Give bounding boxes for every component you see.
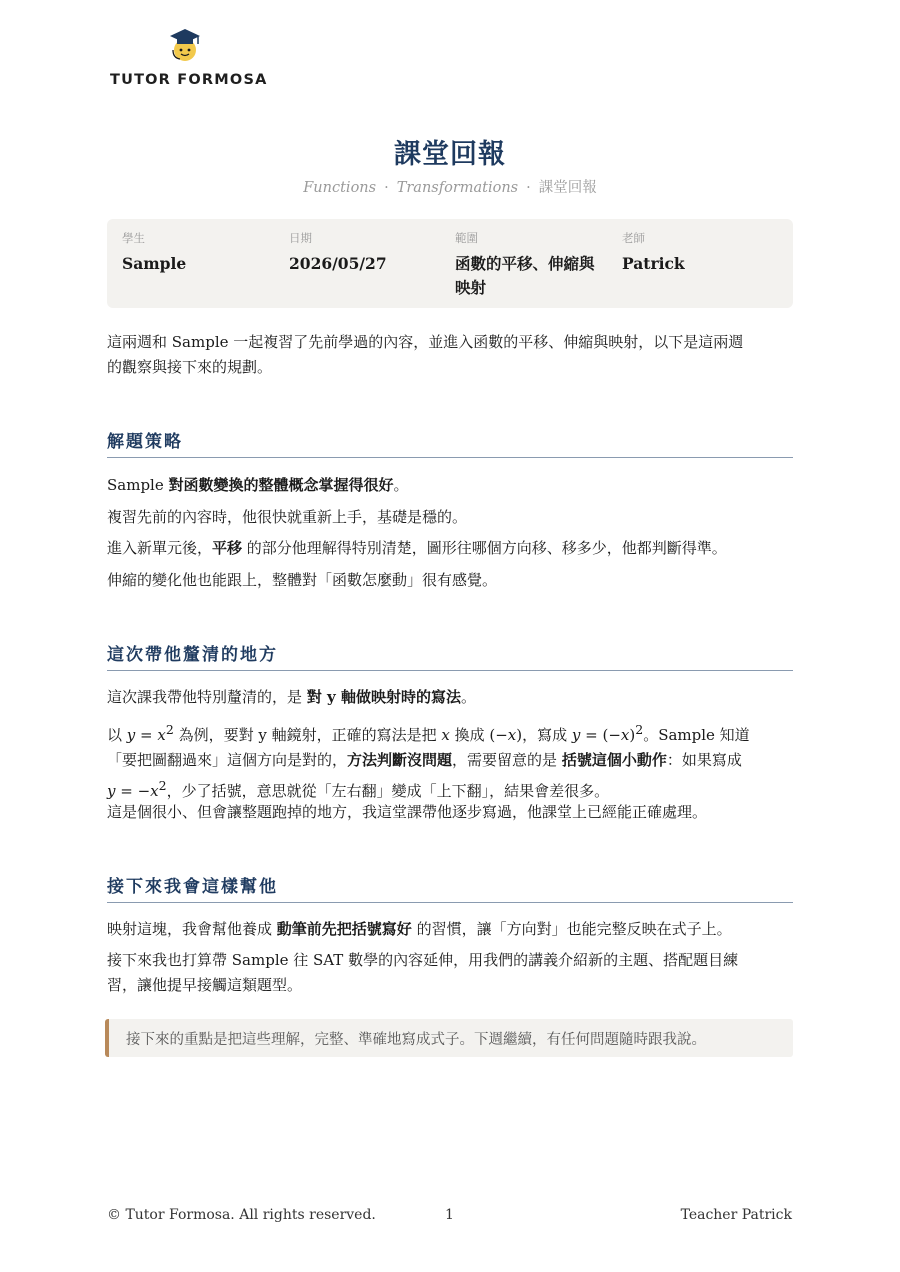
math-var: x	[150, 782, 159, 800]
paragraph	[107, 536, 797, 561]
scope-line: 映射	[455, 278, 487, 297]
info-value: Patrick	[622, 254, 685, 273]
info-label: 老師	[622, 231, 645, 245]
section-heading-strategy: 解題策略	[107, 427, 793, 458]
text: 進入新單元後，	[107, 539, 213, 557]
page-subtitle	[0, 176, 900, 197]
subtitle-separator: ·	[526, 180, 531, 196]
text: Sample	[107, 476, 169, 494]
section-heading-next-steps: 接下來我會這樣幫他	[107, 872, 793, 903]
paragraph: 伸縮的變化他也能跟上，整體對「函數怎麼動」很有感覺。	[107, 571, 498, 589]
closing-note: 接下來的重點是把這些理解，完整、準確地寫成式子。下週繼續，有任何問題隨時跟我說。	[105, 1019, 793, 1057]
text: 這次課我帶他特別釐清的，是	[107, 688, 307, 706]
info-student	[122, 230, 282, 276]
text: 的部分他理解得特別清楚，圖形往哪個方向移、移多少，他都判斷得準。	[242, 539, 727, 557]
text: 。	[393, 476, 409, 494]
math-var: y	[571, 726, 581, 744]
text-line: 這兩週和 Sample 一起複習了先前學過的內容，並進入函數的平移、伸縮與映射，以下是這兩週	[107, 333, 744, 351]
section-heading-clarified: 這次帶他釐清的地方	[107, 640, 793, 671]
paragraph	[107, 917, 797, 942]
text: 。Sample 知道	[643, 726, 750, 744]
math-exp: 2	[165, 722, 174, 737]
math-var: y	[107, 782, 116, 800]
intro-paragraph	[107, 330, 797, 380]
emphasis: 動筆前先把括號寫好	[276, 920, 412, 938]
subtitle-doc-type: 課堂回報	[538, 180, 597, 196]
math-var: x	[157, 726, 166, 744]
subtitle-topic: Functions	[303, 180, 377, 196]
info-value: 2026/05/27	[289, 254, 387, 273]
text: ：如果寫成	[666, 751, 742, 769]
math-var: x	[507, 726, 517, 744]
subtitle-separator: ·	[384, 180, 389, 196]
info-date	[289, 230, 449, 276]
math-var: y	[126, 726, 136, 744]
math-op: =	[135, 726, 158, 744]
text: 換成 (−	[449, 726, 508, 744]
paragraph	[107, 473, 797, 498]
paragraph	[107, 685, 797, 710]
text-line: 接下來我也打算帶 Sample 往 SAT 數學的內容延伸，用我們的講義介紹新的主題、搭配題目練	[107, 951, 739, 969]
graduation-cap-mascot-icon	[160, 24, 210, 64]
text-line: 習，讓他提早接觸這類題型。	[107, 976, 303, 994]
text: 的習慣，讓「方向對」也能完整反映在式子上。	[411, 920, 732, 938]
text: )，寫成	[516, 726, 572, 744]
text-line: 的觀察與接下來的規劃。	[107, 358, 273, 376]
math-exp: 2	[158, 778, 167, 793]
emphasis: 括號這個小動作	[561, 751, 667, 769]
emphasis: 平移	[212, 539, 243, 557]
info-scope	[455, 230, 615, 300]
info-teacher	[622, 230, 782, 276]
info-label: 學生	[122, 231, 145, 245]
text: ，需要留意的是	[452, 751, 562, 769]
paragraph: 這是個很小、但會讓整題跑掉的地方，我這堂課帶他逐步寫過，他課堂上已經能正確處理。	[107, 803, 708, 821]
math-var: x	[620, 726, 630, 744]
logo	[108, 24, 268, 94]
text: 映射這塊，我會幫他養成	[107, 920, 277, 938]
text: 以	[107, 726, 127, 744]
emphasis: 方法判斷沒問題	[347, 751, 453, 769]
text: 為例，要對 y 軸鏡射，正確的寫法是把	[173, 726, 442, 744]
paragraph	[107, 948, 797, 998]
footer-copyright: © Tutor Formosa. All rights reserved.	[107, 1207, 376, 1223]
math-op: = (−	[580, 726, 621, 744]
text: ，少了括號，意思就從「左右翻」變成「上下翻」，結果會差很多。	[166, 782, 610, 800]
logo-text: TUTOR FORMOSA	[110, 72, 268, 88]
emphasis: 對函數變換的整體概念掌握得很好	[168, 476, 394, 494]
math-exp: 2	[635, 722, 644, 737]
scope-line: 函數的平移、伸縮與	[455, 254, 595, 273]
info-value: Sample	[122, 254, 187, 273]
text: 「要把圖翻過來」這個方向是對的，	[107, 751, 348, 769]
subtitle-subtopic: Transformations	[396, 180, 519, 196]
paragraph-reflection	[107, 717, 797, 804]
page-title: 課堂回報	[394, 139, 506, 170]
text: 。	[460, 688, 476, 706]
info-value	[455, 252, 615, 300]
footer-teacher: Teacher Patrick	[680, 1207, 792, 1223]
info-label: 範圍	[455, 231, 478, 245]
math-var: x	[441, 726, 450, 744]
math-op: )	[629, 726, 636, 744]
emphasis: 對 y 軸做映射時的寫法	[306, 688, 461, 706]
info-box	[107, 219, 793, 308]
info-label: 日期	[289, 231, 312, 245]
footer-page-number: 1	[445, 1207, 454, 1223]
paragraph: 複習先前的內容時，他很快就重新上手，基礎是穩的。	[107, 508, 468, 526]
math-op: = −	[115, 782, 151, 800]
